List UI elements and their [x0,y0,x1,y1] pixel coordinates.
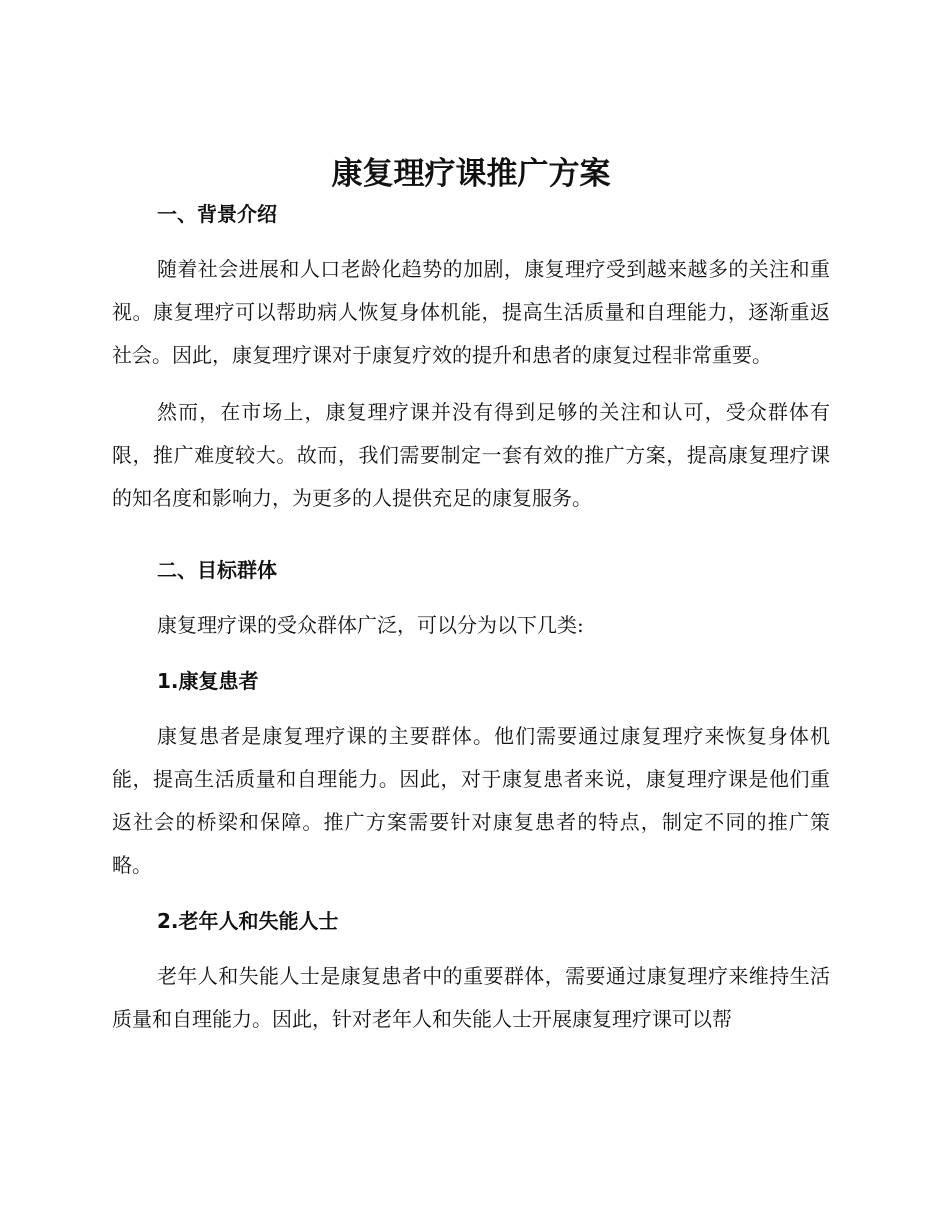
paragraph: 然而，在市场上，康复理疗课并没有得到足够的关注和认可，受众群体有限，推广难度较大。故而，我们需要制定一套有效的推广方案，提高康复理疗课的知名度和影响力，为更多的人提供充足的康复服务。 [112,400,830,510]
section-heading-target: 二、目标群体 [157,558,277,582]
subheading-rehab-patients: 1.康复患者 [157,669,259,693]
paragraph: 康复理疗课的受众群体广泛，可以分为以下几类: [157,613,584,637]
section-heading-background: 一、背景介绍 [157,202,277,226]
subheading-elderly-disabled: 2.老年人和失能人士 [157,909,339,933]
paragraph: 老年人和失能人士是康复患者中的重要群体，需要通过康复理疗来维持生活质量和自理能力。因此，针对老年人和失能人士开展康复理疗课可以帮 [112,964,830,1031]
paragraph: 随着社会进展和人口老龄化趋势的加剧，康复理疗受到越来越多的关注和重视。康复理疗可以帮助病人恢复身体机能，提高生活质量和自理能力，逐渐重返社会。因此，康复理疗课对于康复疗效的提升和患者的康复过程非常重要。 [112,257,830,367]
document-title: 康复理疗课推广方案 [331,156,611,192]
paragraph: 康复患者是康复理疗课的主要群体。他们需要通过康复理疗来恢复身体机能，提高生活质量和自理能力。因此，对于康复患者来说，康复理疗课是他们重返社会的桥梁和保障。推广方案需要针对康复患者的特点，制定不同的推广策略。 [112,724,830,877]
